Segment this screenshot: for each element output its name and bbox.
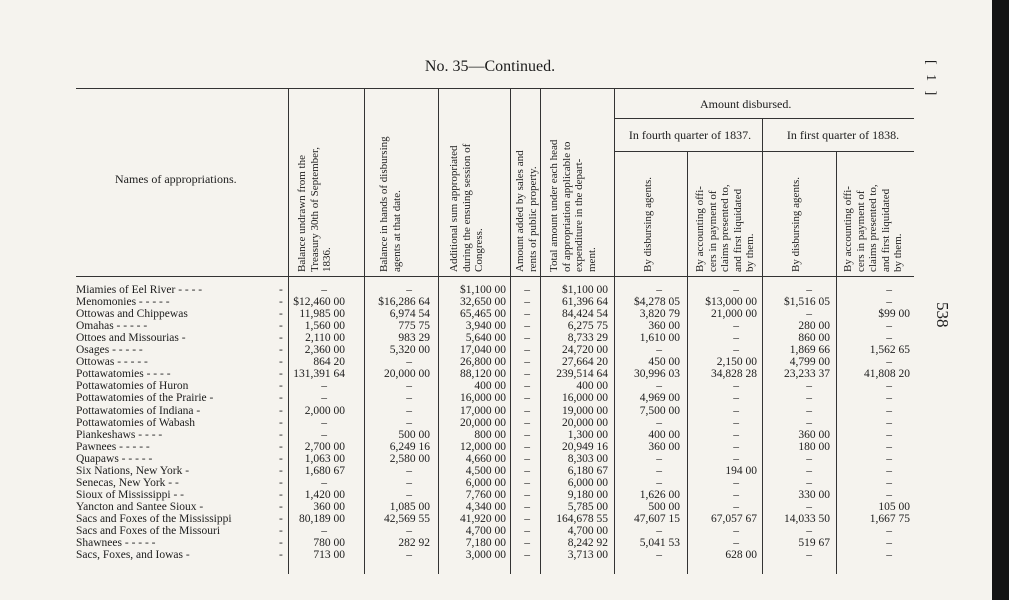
cell-q1-officers: 41,808 20	[864, 368, 910, 381]
cell-total: 5,785 00	[567, 500, 608, 513]
cell-q4-agents: 360 00	[648, 320, 680, 333]
cell-q4-agents: 5,041 53	[639, 537, 680, 550]
cell-total: 61,396 64	[562, 296, 608, 309]
cell-q4-agents: 1,610 00	[639, 332, 680, 345]
bracket-label: [ 1 ]	[923, 60, 938, 99]
cell-bal-agents: –	[406, 488, 412, 501]
row-name: Pottawatomies - - - -	[76, 368, 171, 381]
row-name: Pottawatomies of Indiana -	[76, 404, 201, 417]
cell-q1-officers: –	[886, 440, 892, 453]
cell-additional: 4,500 00	[465, 464, 506, 477]
cell-bal-treasury: $12,460 00	[293, 296, 345, 309]
cell-total: 1,300 00	[567, 428, 608, 441]
balance-agents-header: Balance in hands of disbursing agents at that date.	[378, 136, 403, 272]
cell-q4-officers: –	[733, 380, 739, 393]
cell-q1-agents: –	[806, 380, 812, 393]
row-name: Ottowas - - - - -	[76, 356, 148, 369]
row-leader-dash: -	[279, 368, 283, 381]
cell-q4-officers: –	[733, 416, 739, 429]
cell-total: 8,733 29	[567, 332, 608, 345]
cell-q4-agents: –	[656, 344, 662, 357]
cell-total: 164,678 55	[556, 512, 608, 525]
total-amount-header: Total amount under each head of appropriation applicable to expenditure in the depart- ment.	[548, 139, 598, 272]
cell-q1-officers: 1,562 65	[869, 344, 910, 357]
cell-q4-officers: –	[733, 488, 739, 501]
cell-bal-agents: –	[406, 476, 412, 489]
cell-q4-agents: –	[656, 284, 662, 296]
cell-bal-treasury: –	[321, 284, 327, 296]
cell-sales: –	[524, 332, 530, 345]
cell-q1-officers: –	[886, 380, 892, 393]
row-name: Sacs and Foxes of the Mississippi	[76, 512, 232, 525]
row-name: Ottowas and Chippewas	[76, 308, 188, 321]
cell-additional: 7,180 00	[465, 537, 506, 550]
cell-bal-agents: –	[406, 380, 412, 393]
row-name: Osages - - - - -	[76, 344, 143, 357]
cell-sales: –	[524, 320, 530, 333]
cell-q4-officers: –	[733, 440, 739, 453]
cell-bal-treasury: 2,000 00	[304, 404, 345, 417]
row-leader-dash: -	[279, 476, 283, 489]
cell-additional: 4,340 00	[465, 500, 506, 513]
row-leader-dash: -	[279, 488, 283, 501]
cell-bal-agents: –	[406, 356, 412, 369]
cell-bal-agents: 1,085 00	[389, 500, 430, 513]
cell-bal-treasury: –	[321, 380, 327, 393]
cell-q1-agents: –	[806, 416, 812, 429]
cell-q1-officers: –	[886, 464, 892, 477]
cell-sales: –	[524, 284, 530, 296]
cell-bal-treasury: 2,110 00	[305, 332, 345, 345]
cell-q4-officers: –	[733, 476, 739, 489]
cell-q1-officers: 1,667 75	[869, 512, 910, 525]
cell-sales: –	[524, 537, 530, 550]
cell-q4-officers: 21,000 00	[711, 308, 757, 321]
row-leader-dash: -	[279, 416, 283, 429]
cell-total: $1,100 00	[562, 284, 608, 296]
cell-q4-officers: –	[733, 404, 739, 417]
cell-q4-agents: –	[656, 476, 662, 489]
cell-bal-agents: 42,569 55	[384, 512, 430, 525]
cell-bal-agents: 775 75	[398, 320, 430, 333]
cell-sales: –	[524, 464, 530, 477]
cell-q1-officers: $99 00	[878, 308, 910, 321]
page-title: No. 35—Continued.	[424, 58, 556, 75]
cell-additional: 88,120 00	[460, 368, 506, 381]
cell-q1-agents: –	[806, 308, 812, 321]
cell-q4-officers: 628 00	[725, 549, 757, 562]
cell-q1-agents: –	[806, 476, 812, 489]
cell-q4-agents: 360 00	[648, 440, 680, 453]
cell-bal-treasury: –	[321, 476, 327, 489]
cell-q4-agents: 400 00	[648, 428, 680, 441]
cell-sales: –	[524, 296, 530, 309]
cell-sales: –	[524, 344, 530, 357]
cell-bal-agents: –	[406, 284, 412, 296]
cell-q1-officers: –	[886, 392, 892, 405]
cell-bal-treasury: 2,360 00	[304, 344, 345, 357]
cell-total: 20,000 00	[562, 416, 608, 429]
cell-total: 16,000 00	[562, 392, 608, 405]
cell-q1-agents: 519 67	[798, 537, 830, 550]
cell-bal-treasury: 864 20	[313, 356, 345, 369]
cell-bal-treasury: 11,985 00	[299, 308, 345, 321]
page-number: 538	[933, 302, 952, 328]
cell-total: 19,000 00	[562, 404, 608, 417]
cell-bal-treasury: –	[321, 416, 327, 429]
cell-bal-treasury: –	[321, 428, 327, 441]
cell-additional: 3,940 00	[465, 320, 506, 333]
cell-additional: 17,040 00	[460, 344, 506, 357]
cell-sales: –	[524, 488, 530, 501]
column-divider	[288, 88, 289, 574]
row-leader-dash: -	[279, 549, 283, 562]
row-leader-dash: -	[279, 512, 283, 525]
cell-sales: –	[524, 440, 530, 453]
row-name: Pottawatomies of the Prairie -	[76, 392, 214, 405]
cell-bal-treasury: 131,391 64	[293, 368, 345, 381]
cell-bal-treasury: 1,063 00	[304, 452, 345, 465]
cell-q1-officers: –	[886, 356, 892, 369]
cell-total: 24,720 00	[562, 344, 608, 357]
cell-total: 239,514 64	[556, 368, 608, 381]
row-name: Six Nations, New York -	[76, 464, 190, 477]
cell-additional: 5,640 00	[465, 332, 506, 345]
cell-q4-officers: –	[733, 452, 739, 465]
row-name: Piankeshaws - - - -	[76, 428, 163, 441]
cell-sales: –	[524, 549, 530, 562]
cell-q4-officers: –	[733, 525, 739, 537]
cell-additional: 7,760 00	[465, 488, 506, 501]
cell-q1-agents: –	[806, 525, 812, 537]
row-leader-dash: -	[279, 525, 283, 537]
additional-sum-header: Additional sum appropriated during the ensuing session of Congress.	[448, 143, 485, 272]
cell-q1-officers: –	[886, 284, 892, 296]
cell-q1-agents: 14,033 50	[784, 512, 830, 525]
cell-q1-agents: –	[806, 549, 812, 562]
column-divider	[540, 88, 541, 574]
cell-bal-agents: –	[406, 549, 412, 562]
cell-q4-agents: 1,626 00	[639, 488, 680, 501]
cell-q4-officers: –	[733, 332, 739, 345]
cell-sales: –	[524, 452, 530, 465]
cell-total: 20,949 16	[562, 440, 608, 453]
cell-sales: –	[524, 416, 530, 429]
cell-bal-agents: 500 00	[398, 428, 430, 441]
cell-additional: 3,000 00	[465, 549, 506, 562]
cell-q1-agents: $1,516 05	[784, 296, 830, 309]
cell-q1-agents: 1,869 66	[789, 344, 830, 357]
row-leader-dash: -	[279, 356, 283, 369]
cell-q1-agents: –	[806, 392, 812, 405]
cell-bal-treasury: –	[321, 392, 327, 405]
row-leader-dash: -	[279, 464, 283, 477]
row-name: Omahas - - - - -	[76, 320, 148, 333]
row-leader-dash: -	[279, 344, 283, 357]
cell-sales: –	[524, 476, 530, 489]
row-leader-dash: -	[279, 308, 283, 321]
cell-sales: –	[524, 404, 530, 417]
cell-additional: 6,000 00	[465, 476, 506, 489]
cell-total: 9,180 00	[567, 488, 608, 501]
sales-header: Amount added by sales and rents of public property.	[514, 150, 539, 272]
cell-total: 8,303 00	[567, 452, 608, 465]
cell-total: 6,180 67	[567, 464, 608, 477]
row-name: Sacs and Foxes of the Missouri	[76, 525, 221, 537]
q1-1838-header: In first quarter of 1838.	[786, 128, 900, 142]
cell-q4-officers: –	[733, 344, 739, 357]
balance-treasury-header: Balance undrawn from the Treasury 30th of September, 1836.	[296, 146, 333, 272]
cell-additional: $1,100 00	[460, 284, 506, 296]
cell-q4-officers: –	[733, 537, 739, 550]
cell-sales: –	[524, 308, 530, 321]
header-bottom-rule	[76, 276, 914, 277]
cell-q1-agents: –	[806, 284, 812, 296]
row-leader-dash: -	[279, 296, 283, 309]
table-top-rule	[76, 88, 914, 89]
cell-bal-treasury: 1,560 00	[304, 320, 345, 333]
cell-sales: –	[524, 368, 530, 381]
cell-bal-agents: 983 29	[398, 332, 430, 345]
cell-q1-agents: 180 00	[798, 440, 830, 453]
cell-total: 6,000 00	[567, 476, 608, 489]
cell-q4-officers: –	[733, 284, 739, 296]
column-divider	[614, 88, 615, 574]
cell-q1-officers: –	[886, 404, 892, 417]
cell-bal-agents: –	[406, 392, 412, 405]
cell-q4-agents: –	[656, 452, 662, 465]
q4-agents-header: By disbursing agents.	[642, 176, 654, 272]
cell-q4-agents: 4,969 00	[639, 392, 680, 405]
cell-bal-treasury: 2,700 00	[304, 440, 345, 453]
column-divider	[510, 88, 511, 574]
q1-officers-header: By accounting offi- cers in payment of claims presented to, and first liquidated by them.	[842, 184, 904, 272]
cell-bal-agents: 6,974 54	[389, 308, 430, 321]
cell-bal-treasury: 713 00	[313, 549, 345, 562]
cell-q1-agents: –	[806, 404, 812, 417]
cell-bal-treasury: 1,680 67	[304, 464, 345, 477]
row-name: Pottawatomies of Huron	[76, 380, 189, 393]
cell-sales: –	[524, 525, 530, 537]
row-name: Sacs, Foxes, and Iowas -	[76, 549, 190, 562]
cell-q4-officers: –	[733, 500, 739, 513]
cell-sales: –	[524, 428, 530, 441]
cell-additional: 800 00	[474, 428, 506, 441]
row-name: Miamies of Eel River - - - -	[76, 284, 203, 296]
cell-q1-officers: –	[886, 525, 892, 537]
cell-additional: 65,465 00	[460, 308, 506, 321]
quarter-subheader-rule	[614, 151, 914, 152]
cell-bal-agents: –	[406, 525, 412, 537]
row-leader-dash: -	[279, 500, 283, 513]
q4-1837-header: In fourth quarter of 1837.	[628, 128, 752, 142]
cell-q1-officers: –	[886, 320, 892, 333]
cell-q1-officers: –	[886, 332, 892, 345]
cell-bal-treasury: 780 00	[313, 537, 345, 550]
row-leader-dash: -	[279, 380, 283, 393]
row-name: Senecas, New York - -	[76, 476, 179, 489]
cell-bal-agents: 20,000 00	[384, 368, 430, 381]
cell-sales: –	[524, 392, 530, 405]
amount-subheader-rule	[614, 118, 914, 119]
cell-bal-agents: –	[406, 464, 412, 477]
cell-bal-agents: 2,580 00	[389, 452, 430, 465]
row-name: Ottoes and Missourias -	[76, 332, 186, 345]
row-name: Menomonies - - - - -	[76, 296, 170, 309]
cell-q1-officers: –	[886, 452, 892, 465]
cell-q1-officers: –	[886, 476, 892, 489]
cell-q4-agents: –	[656, 380, 662, 393]
cell-q1-agents: 23,233 37	[784, 368, 830, 381]
cell-total: 400 00	[576, 380, 608, 393]
cell-q1-agents: 860 00	[798, 332, 830, 345]
cell-q4-agents: 30,996 03	[634, 368, 680, 381]
row-name: Sioux of Mississippi - -	[76, 488, 184, 501]
column-divider	[438, 88, 439, 574]
cell-q4-agents: –	[656, 549, 662, 562]
cell-total: 4,700 00	[567, 525, 608, 537]
cell-q1-officers: 105 00	[878, 500, 910, 513]
cell-q1-officers: –	[886, 416, 892, 429]
q4-officers-header: By accounting offi- cers in payment of claims presented to, and first liquidated by them.	[694, 184, 756, 272]
cell-bal-treasury: 80,189 00	[299, 512, 345, 525]
cell-bal-treasury: –	[321, 525, 327, 537]
cell-q1-agents: –	[806, 464, 812, 477]
cell-q4-officers: 34,828 28	[711, 368, 757, 381]
q1-agents-header: By disbursing agents.	[790, 176, 802, 272]
cell-additional: 4,660 00	[465, 452, 506, 465]
cell-bal-agents: 5,320 00	[389, 344, 430, 357]
column-divider	[762, 118, 763, 574]
cell-q4-officers: –	[733, 428, 739, 441]
row-leader-dash: -	[279, 428, 283, 441]
cell-q4-officers: –	[733, 392, 739, 405]
cell-additional: 4,700 00	[465, 525, 506, 537]
cell-additional: 16,000 00	[460, 392, 506, 405]
cell-q1-agents: –	[806, 500, 812, 513]
cell-bal-agents: –	[406, 404, 412, 417]
cell-q4-agents: 3,820 79	[639, 308, 680, 321]
cell-bal-treasury: 360 00	[313, 500, 345, 513]
cell-q4-officers: $13,000 00	[705, 296, 757, 309]
row-leader-dash: -	[279, 404, 283, 417]
cell-sales: –	[524, 356, 530, 369]
amount-disbursed-header: Amount disbursed.	[700, 97, 792, 111]
cell-total: 27,664 20	[562, 356, 608, 369]
row-name: Yancton and Santee Sioux -	[76, 500, 204, 513]
cell-additional: 12,000 00	[460, 440, 506, 453]
row-leader-dash: -	[279, 332, 283, 345]
cell-q4-agents: 500 00	[648, 500, 680, 513]
cell-bal-agents: –	[406, 416, 412, 429]
cell-q4-agents: –	[656, 464, 662, 477]
cell-q1-officers: –	[886, 296, 892, 309]
cell-q4-agents: –	[656, 525, 662, 537]
column-divider	[687, 151, 688, 574]
row-name: Pawnees - - - - -	[76, 440, 150, 453]
cell-bal-treasury: 1,420 00	[304, 488, 345, 501]
cell-q4-agents: 47,607 15	[634, 512, 680, 525]
row-leader-dash: -	[279, 440, 283, 453]
cell-q1-agents: 4,799 00	[789, 356, 830, 369]
cell-total: 84,424 54	[562, 308, 608, 321]
cell-q4-agents: –	[656, 416, 662, 429]
cell-sales: –	[524, 512, 530, 525]
cell-additional: 41,920 00	[460, 512, 506, 525]
cell-q4-officers: –	[733, 320, 739, 333]
cell-additional: 400 00	[474, 380, 506, 393]
cell-q4-officers: 194 00	[725, 464, 757, 477]
cell-additional: 17,000 00	[460, 404, 506, 417]
cell-q1-officers: –	[886, 428, 892, 441]
cell-total: 6,275 75	[567, 320, 608, 333]
cell-total: 8,242 92	[567, 537, 608, 550]
column-divider	[836, 151, 837, 574]
cell-q1-officers: –	[886, 537, 892, 550]
cell-q4-agents: 7,500 00	[639, 404, 680, 417]
cell-q4-officers: 67,057 67	[711, 512, 757, 525]
cell-sales: –	[524, 500, 530, 513]
page-edge	[992, 0, 1009, 600]
cell-q4-agents: $4,278 05	[634, 296, 680, 309]
row-name: Pottawatomies of Wabash	[76, 416, 195, 429]
cell-bal-agents: $16,286 64	[378, 296, 430, 309]
cell-q1-agents: 280 00	[798, 320, 830, 333]
cell-q1-agents: –	[806, 452, 812, 465]
cell-additional: 32,650 00	[460, 296, 506, 309]
cell-q4-agents: 450 00	[648, 356, 680, 369]
cell-sales: –	[524, 380, 530, 393]
row-leader-dash: -	[279, 392, 283, 405]
cell-q1-officers: –	[886, 549, 892, 562]
cell-total: 3,713 00	[567, 549, 608, 562]
cell-bal-agents: 282 92	[398, 537, 430, 550]
cell-additional: 20,000 00	[460, 416, 506, 429]
row-name: Quapaws - - - - -	[76, 452, 153, 465]
cell-q1-agents: 360 00	[798, 428, 830, 441]
row-name: Shawnees - - - - -	[76, 537, 156, 550]
row-leader-dash: -	[279, 284, 283, 296]
cell-q1-officers: –	[886, 488, 892, 501]
cell-q1-agents: 330 00	[798, 488, 830, 501]
names-header: Names of appropriations.	[115, 172, 237, 186]
cell-additional: 26,800 00	[460, 356, 506, 369]
row-leader-dash: -	[279, 537, 283, 550]
row-leader-dash: -	[279, 452, 283, 465]
cell-q4-officers: 2,150 00	[716, 356, 757, 369]
column-divider	[364, 88, 365, 574]
row-leader-dash: -	[279, 320, 283, 333]
cell-bal-agents: 6,249 16	[389, 440, 430, 453]
